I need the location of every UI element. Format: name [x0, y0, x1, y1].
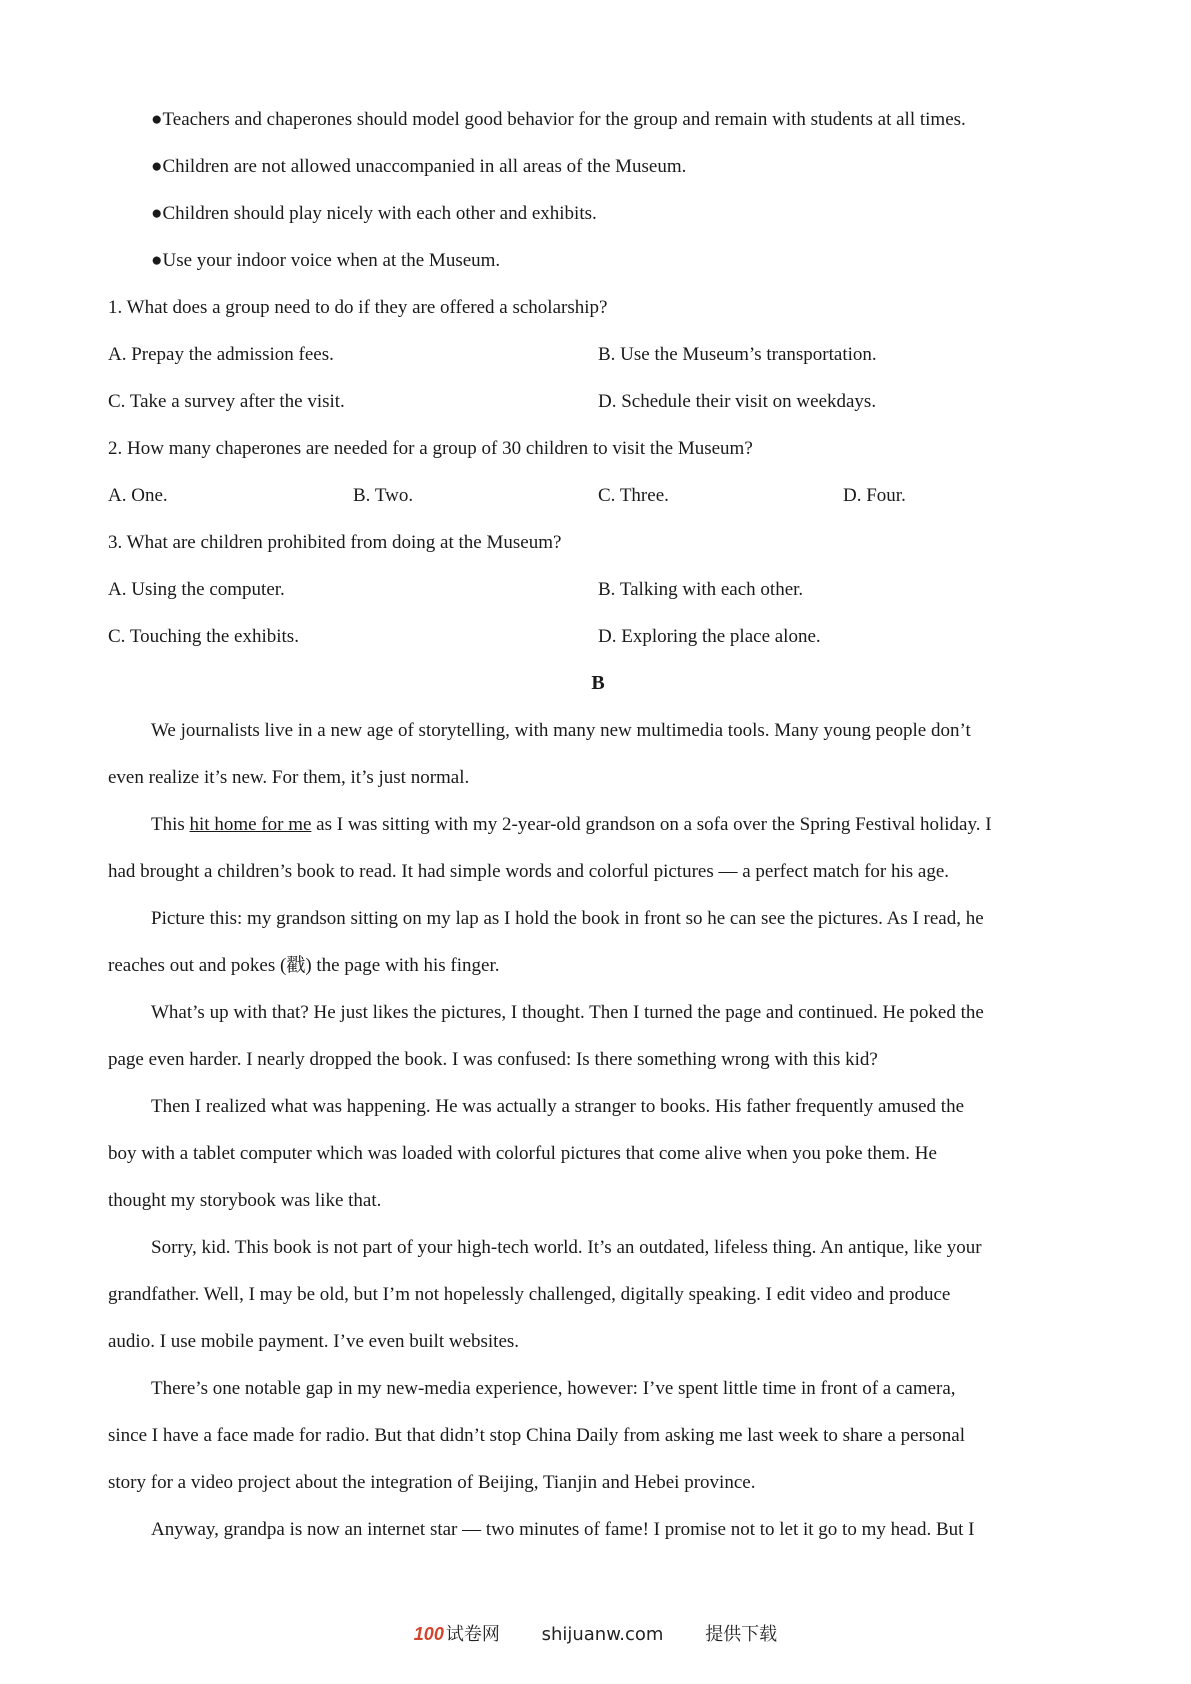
- option-d: D. Schedule their visit on weekdays.: [598, 391, 877, 412]
- question-1-options-2: [108, 378, 1088, 425]
- question-2-options: [108, 472, 1088, 519]
- option-a: A. Using the computer.: [108, 579, 285, 600]
- rule-item: ●Children are not allowed unaccompanied in all areas of the Museum.: [151, 156, 687, 177]
- option-c: C. Three.: [598, 485, 669, 506]
- option-d: D. Four.: [843, 485, 906, 506]
- paragraph-line: We journalists live in a new age of storytelling, with many new multimedia tools. Many young people don’t: [151, 720, 971, 741]
- paragraph-line: grandfather. Well, I may be old, but I’m not hopelessly challenged, digitally speaking. I edit video and produce: [108, 1284, 951, 1305]
- question-1-options: [108, 331, 1088, 378]
- paragraph-line: Sorry, kid. This book is not part of your high-tech world. It’s an outdated, lifeless thing. An antique, like your: [151, 1237, 982, 1258]
- question-3-options: [108, 566, 1088, 613]
- option-c: C. Touching the exhibits.: [108, 626, 299, 647]
- text-run: as I was sitting with my 2-year-old grandson on a sofa over the Spring Festival holiday. I: [311, 814, 992, 835]
- question-3-options-2: [108, 613, 1088, 660]
- paragraph-line: Then I realized what was happening. He was actually a stranger to books. His father frequently amused the: [151, 1096, 965, 1117]
- question-3: 3. What are children prohibited from doing at the Museum?: [108, 532, 562, 553]
- question-2: 2. How many chaperones are needed for a group of 30 children to visit the Museum?: [108, 438, 753, 459]
- paragraph-line: page even harder. I nearly dropped the book. I was confused: Is there something wrong with this kid?: [108, 1049, 878, 1070]
- option-a: A. Prepay the admission fees.: [108, 344, 334, 365]
- page-footer: [0, 1620, 1191, 1646]
- text-run: This: [151, 814, 190, 835]
- option-b: B. Two.: [353, 485, 414, 506]
- option-b: B. Use the Museum’s transportation.: [598, 344, 877, 365]
- document-page: [108, 96, 1088, 1553]
- question-1: 1. What does a group need to do if they are offered a scholarship?: [108, 297, 608, 318]
- paragraph-line: reaches out and pokes (戳) the page with his finger.: [108, 955, 500, 976]
- rule-item: ●Teachers and chaperones should model good behavior for the group and remain with students at all times.: [151, 109, 966, 130]
- rule-item: ●Use your indoor voice when at the Museum.: [151, 250, 501, 271]
- site-domain[interactable]: shijuanw.com: [541, 1624, 664, 1645]
- section-title: B: [591, 672, 605, 694]
- footer-note: 提供下载: [705, 1624, 778, 1645]
- paragraph-line: story for a video project about the integration of Beijing, Tianjin and Hebei province.: [108, 1472, 756, 1493]
- paragraph-line: boy with a tablet computer which was loaded with colorful pictures that come alive when you poke them. He: [108, 1143, 937, 1164]
- option-b: B. Talking with each other.: [598, 579, 804, 600]
- site-name: 试卷网: [445, 1624, 500, 1645]
- paragraph-line: thought my storybook was like that.: [108, 1190, 382, 1211]
- paragraph-line: audio. I use mobile payment. I’ve even built websites.: [108, 1331, 520, 1352]
- paragraph-line: There’s one notable gap in my new-media experience, however: I’ve spent little time in front of a camera,: [151, 1378, 956, 1399]
- paragraph-line: Picture this: my grandson sitting on my lap as I hold the book in front so he can see the pictures. As I read, he: [151, 908, 984, 929]
- paragraph-line: [108, 801, 1088, 848]
- paragraph-line: What’s up with that? He just likes the pictures, I thought. Then I turned the page and continued. He poked the: [151, 1002, 984, 1023]
- rule-item: ●Children should play nicely with each other and exhibits.: [151, 203, 597, 224]
- paragraph-line: even realize it’s new. For them, it’s just normal.: [108, 767, 470, 788]
- site-logo: 100: [413, 1624, 444, 1644]
- paragraph-line: since I have a face made for radio. But that didn’t stop China Daily from asking me last week to share a personal: [108, 1425, 966, 1446]
- option-a: A. One.: [108, 485, 168, 506]
- underlined-phrase: hit home for me: [189, 814, 312, 835]
- option-c: C. Take a survey after the visit.: [108, 391, 345, 412]
- paragraph-line: had brought a children’s book to read. It had simple words and colorful pictures — a perfect match for his age.: [108, 861, 950, 882]
- paragraph-line: Anyway, grandpa is now an internet star — two minutes of fame! I promise not to let it go to my head. But I: [151, 1519, 975, 1540]
- option-d: D. Exploring the place alone.: [598, 626, 821, 647]
